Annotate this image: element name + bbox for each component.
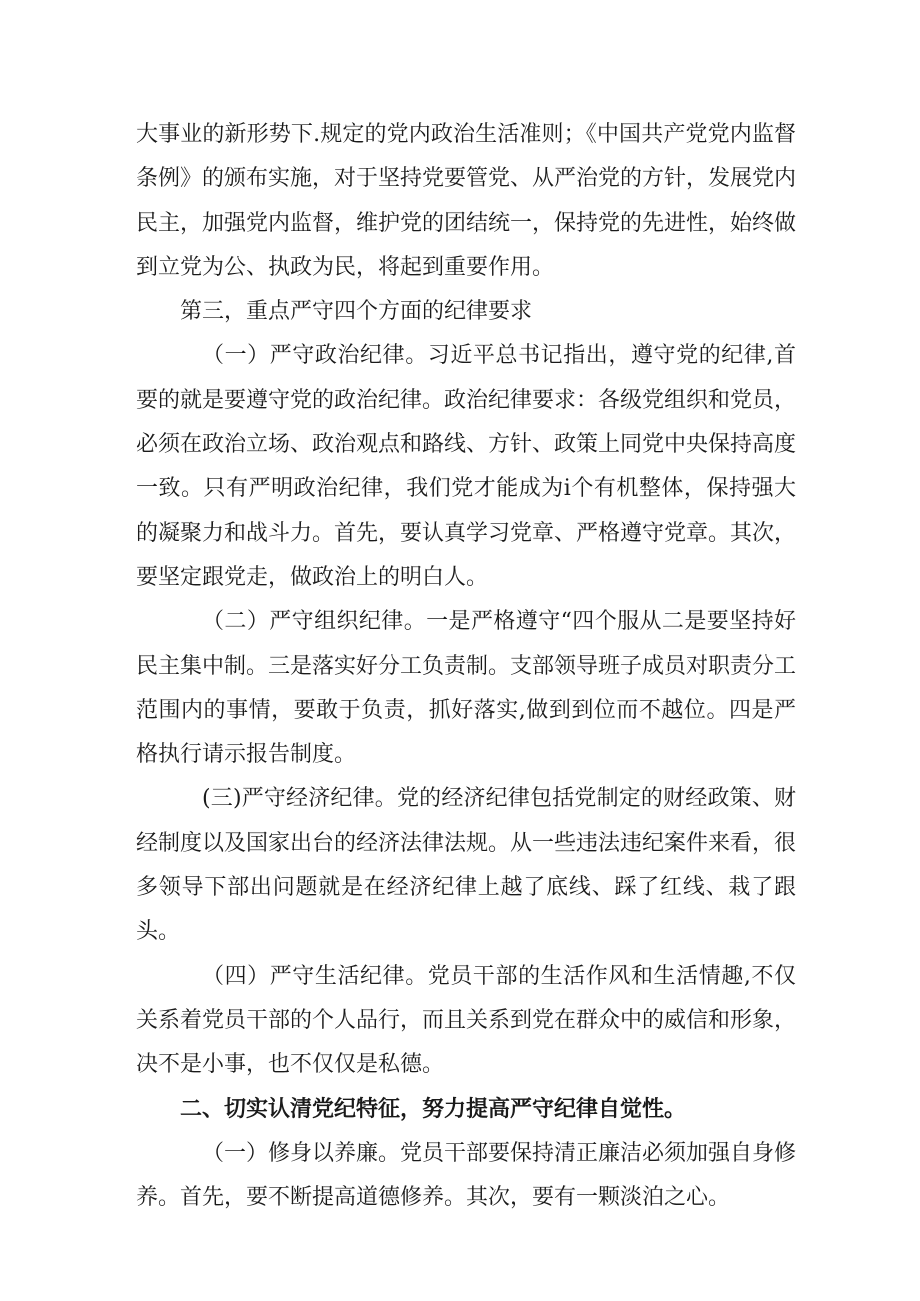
paragraph-organizational-discipline: （二）严守组织纪律。一是严格遵守“四个服从二是要坚持好民主集中制。三是落实好分工负责制。支部领导班子成员对职责分工范围内的事情，要敢于负责，抓好落实,做到到位而不越位。四是严格执行请示报告制度。	[136, 609, 797, 768]
paragraph-life-discipline: （四）严守生活纪律。党员干部的生活作风和生活情趣,不仅关系着党员干部的个人品行，而且关系到党在群众中的威信和形象，决不是小事，也不仅仅是私德。	[136, 963, 797, 1078]
paragraph-continuation: 大事业的新形势下.规定的党内政治生活准则；《中国共产党党内监督条例》的颁布实施，对于坚持党要管党、从严治党的方针，发展党内民主，加强党内监督，维护党的团结统一，保持党的先进性，始终做到立党为公、执政为民，将起到重要作用。	[136, 122, 797, 280]
paragraph-section-three-heading: 第三，重点严守四个方面的纪律要求	[180, 299, 533, 325]
section-two-heading: 二、切实认清党纪特征，努力提高严守纪律自觉性。	[180, 1096, 687, 1122]
document-body	[136, 113, 796, 1220]
paragraph-economic-discipline: (三)严守经济纪律。党的经济纪律包括党制定的财经政策、财经制度以及国家出台的经济法律法规。从一些违法违纪案件来看，很多领导下部出问题就是在经济纪律上越了底线、踩了红线、栽了跟头。	[136, 786, 797, 945]
paragraph-self-cultivation: （一）修身以养廉。党员干部要保持清正廉洁必须加强自身修养。首先，要不断提高道德修养。其次，要有一颗淡泊之心。	[136, 1140, 797, 1211]
paragraph-political-discipline: （一）严守政治纪律。习近平总书记指出，遵守党的纪律,首要的就是要遵守党的政治纪律。政治纪律要求：各级党组织和党员，必须在政治立场、政治观点和路线、方针、政策上同党中央保持高度一致。只有严明政治纪律，我们党才能成为i个有机整体，保持强大的凝聚力和战斗力。首先，要认真学习党章、严格遵守党章。其次，要坚定跟党走，做政治上的明白人。	[136, 343, 797, 590]
